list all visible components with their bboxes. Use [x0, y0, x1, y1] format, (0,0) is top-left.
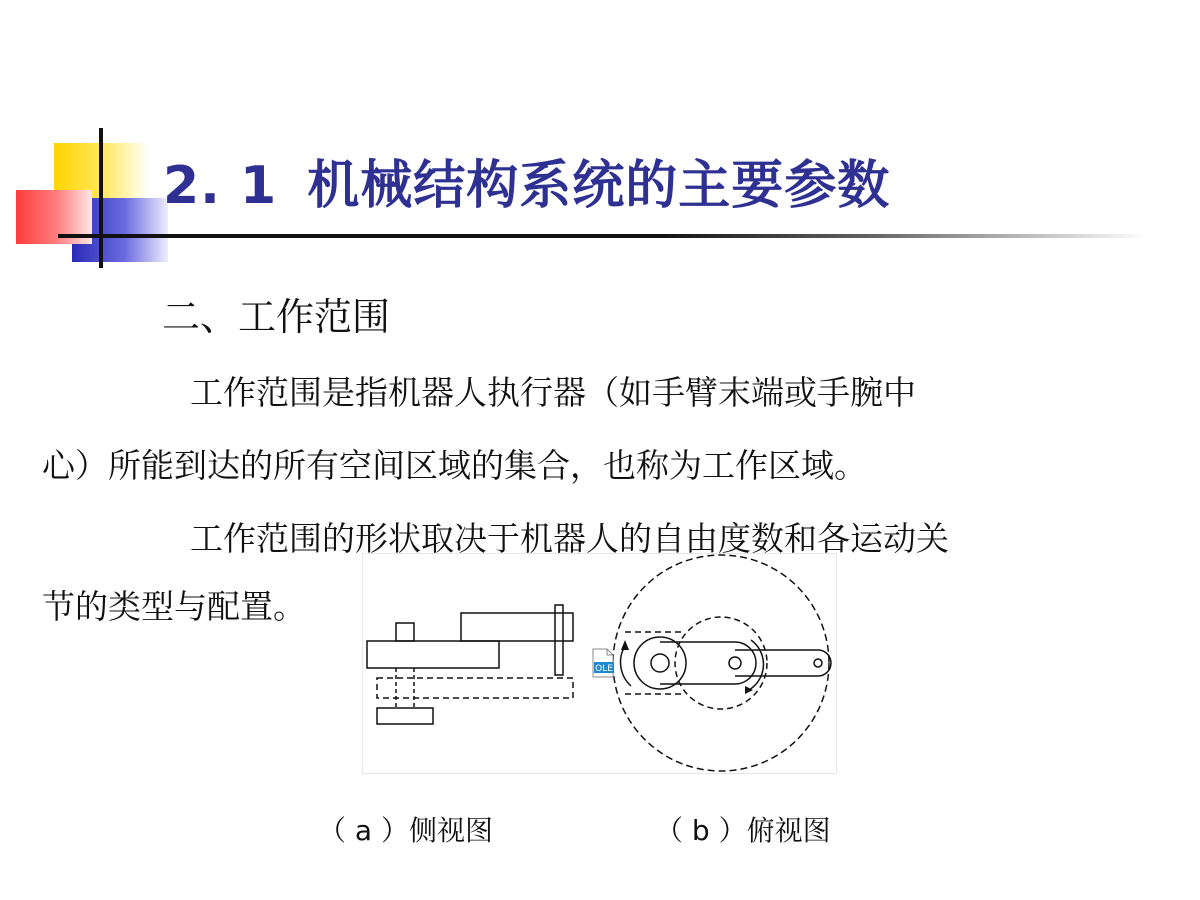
paragraph-2-line-2: 节的类型与配置。: [42, 587, 306, 626]
side-view-lower-arm: [367, 641, 499, 668]
side-view-end-rod: [555, 605, 563, 675]
caption-top-view: （ b ）俯视图: [655, 814, 831, 847]
side-view-top-block: [396, 623, 414, 641]
slide-title: [163, 156, 891, 216]
top-view-elbow-pin: [729, 657, 741, 669]
top-view-base-joint: [634, 637, 686, 689]
title-underline: [58, 234, 1148, 238]
title-number: 2. 1: [163, 156, 278, 216]
side-view-base: [377, 708, 433, 724]
ole-icon-label: OLE: [595, 664, 613, 674]
top-view-rotation-arc-base: [621, 646, 631, 686]
ole-object-icon[interactable]: [592, 648, 614, 678]
side-view-dashed-lower-position: [377, 678, 573, 698]
paragraph-1-line-2: 心）所能到达的所有空间区域的集合，也称为工作区域。: [42, 446, 867, 485]
deco-vertical-line: [99, 128, 103, 268]
title-text: 机械结构系统的主要参数: [307, 156, 891, 216]
top-view-inner-reach-circle: [675, 617, 767, 709]
top-view-outer-reach-circle: [613, 555, 829, 771]
top-view-base-pin: [651, 654, 669, 672]
ole-document-icon: [592, 648, 614, 678]
paragraph-2-line-1: 工作范围的形状取决于机器人的自由度数和各运动关: [190, 519, 949, 558]
rotation-arrow-base: [621, 640, 629, 650]
top-view-second-link: [735, 650, 831, 676]
paragraph-1-line-1: 工作范围是指机器人执行器（如手臂末端或手腕中: [190, 373, 916, 412]
top-view-end-pin: [814, 659, 822, 667]
side-view-upper-arm: [461, 613, 573, 641]
caption-side-view: （ a ）侧视图: [318, 814, 493, 847]
section-heading: 二、工作范围: [162, 295, 391, 339]
